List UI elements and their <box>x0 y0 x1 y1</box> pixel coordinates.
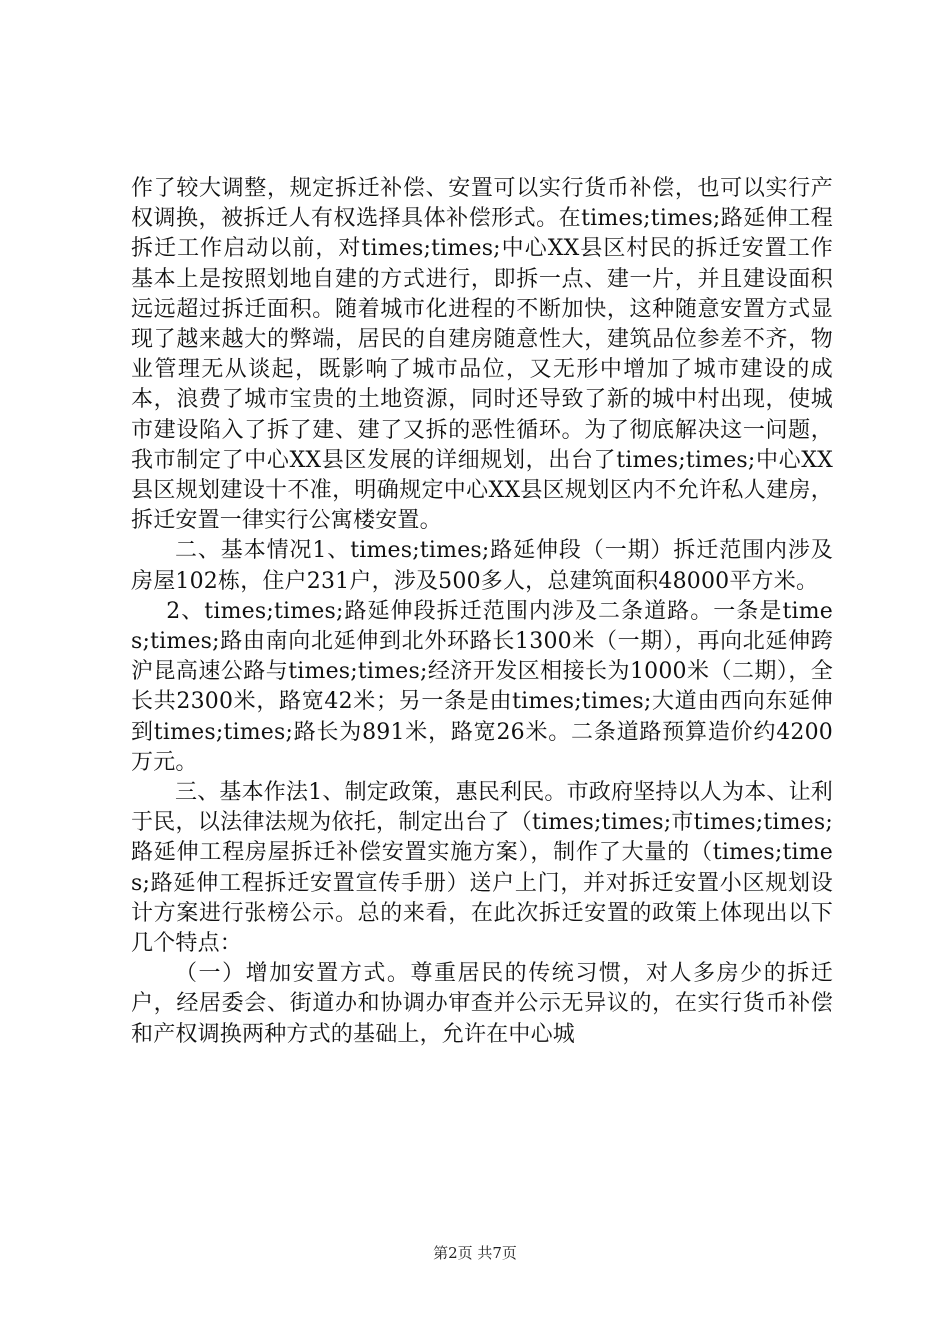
page-number-footer: 第2页 共7页 <box>433 1244 517 1262</box>
paragraph-resettlement-methods: （一）增加安置方式。尊重居民的传统习惯，对人多房少的拆迁户，经居委会、街道办和协调办审查并公示无异议的，在实行货币补偿和产权调换两种方式的基础上，允许在中心城 <box>131 961 833 1047</box>
paragraph-road-details: 2、times;times;路延伸段拆迁范围内涉及二条道路。一条是times;times;路由南向北延伸到北外环路长1300米（一期），再向北延伸跨沪昆高速公路与times;times;经济开发区相接长为1000米（二期），全长共2300米，路宽42米；另一条是由times;times;大道由西向东延伸到times;times;路长为891米，路宽26米。二条道路预算造价约4200万元。 <box>131 598 833 775</box>
document-body <box>131 174 833 1050</box>
paragraph-basic-practice: 三、基本作法1、制定政策，惠民利民。市政府坚持以人为本、让利于民，以法律法规为依托，制定出台了（times;times;市times;times;路延伸工程房屋拆迁补偿安置实施方案），制作了大量的（times;times;路延伸工程拆迁安置宣传手册）送户上门，并对拆迁安置小区规划设计方案进行张榜公示。总的来看，在此次拆迁安置的政策上体现出以下几个特点： <box>131 780 833 957</box>
paragraph-basic-situation: 二、基本情况1、times;times;路延伸段（一期）拆迁范围内涉及房屋102栋，住户231户，涉及500多人，总建筑面积48000平方米。 <box>131 538 833 594</box>
paragraph-policy-background: 作了较大调整，规定拆迁补偿、安置可以实行货币补偿，也可以实行产权调换，被拆迁人有权选择具体补偿形式。在times;times;路延伸工程拆迁工作启动以前，对times;times;中心XX县区村民的拆迁安置工作基本上是按照划地自建的方式进行，即拆一点、建一片，并且建设面积远远超过拆迁面积。随着城市化进程的不断加快，这种随意安置方式显现了越来越大的弊端，居民的自建房随意性大，建筑品位参差不齐，物业管理无从谈起，既影响了城市品位，又无形中增加了城市建设的成本，浪费了城市宝贵的土地资源，同时还导致了新的城中村出现，使城市建设陷入了拆了建、建了又拆的恶性循环。为了彻底解决这一问题，我市制定了中心XX县区发展的详细规划，出台了times;times;中心XX县区规划建设十不准，明确规定中心XX县区规划区内不允许私人建房，拆迁安置一律实行公寓楼安置。 <box>131 176 833 534</box>
